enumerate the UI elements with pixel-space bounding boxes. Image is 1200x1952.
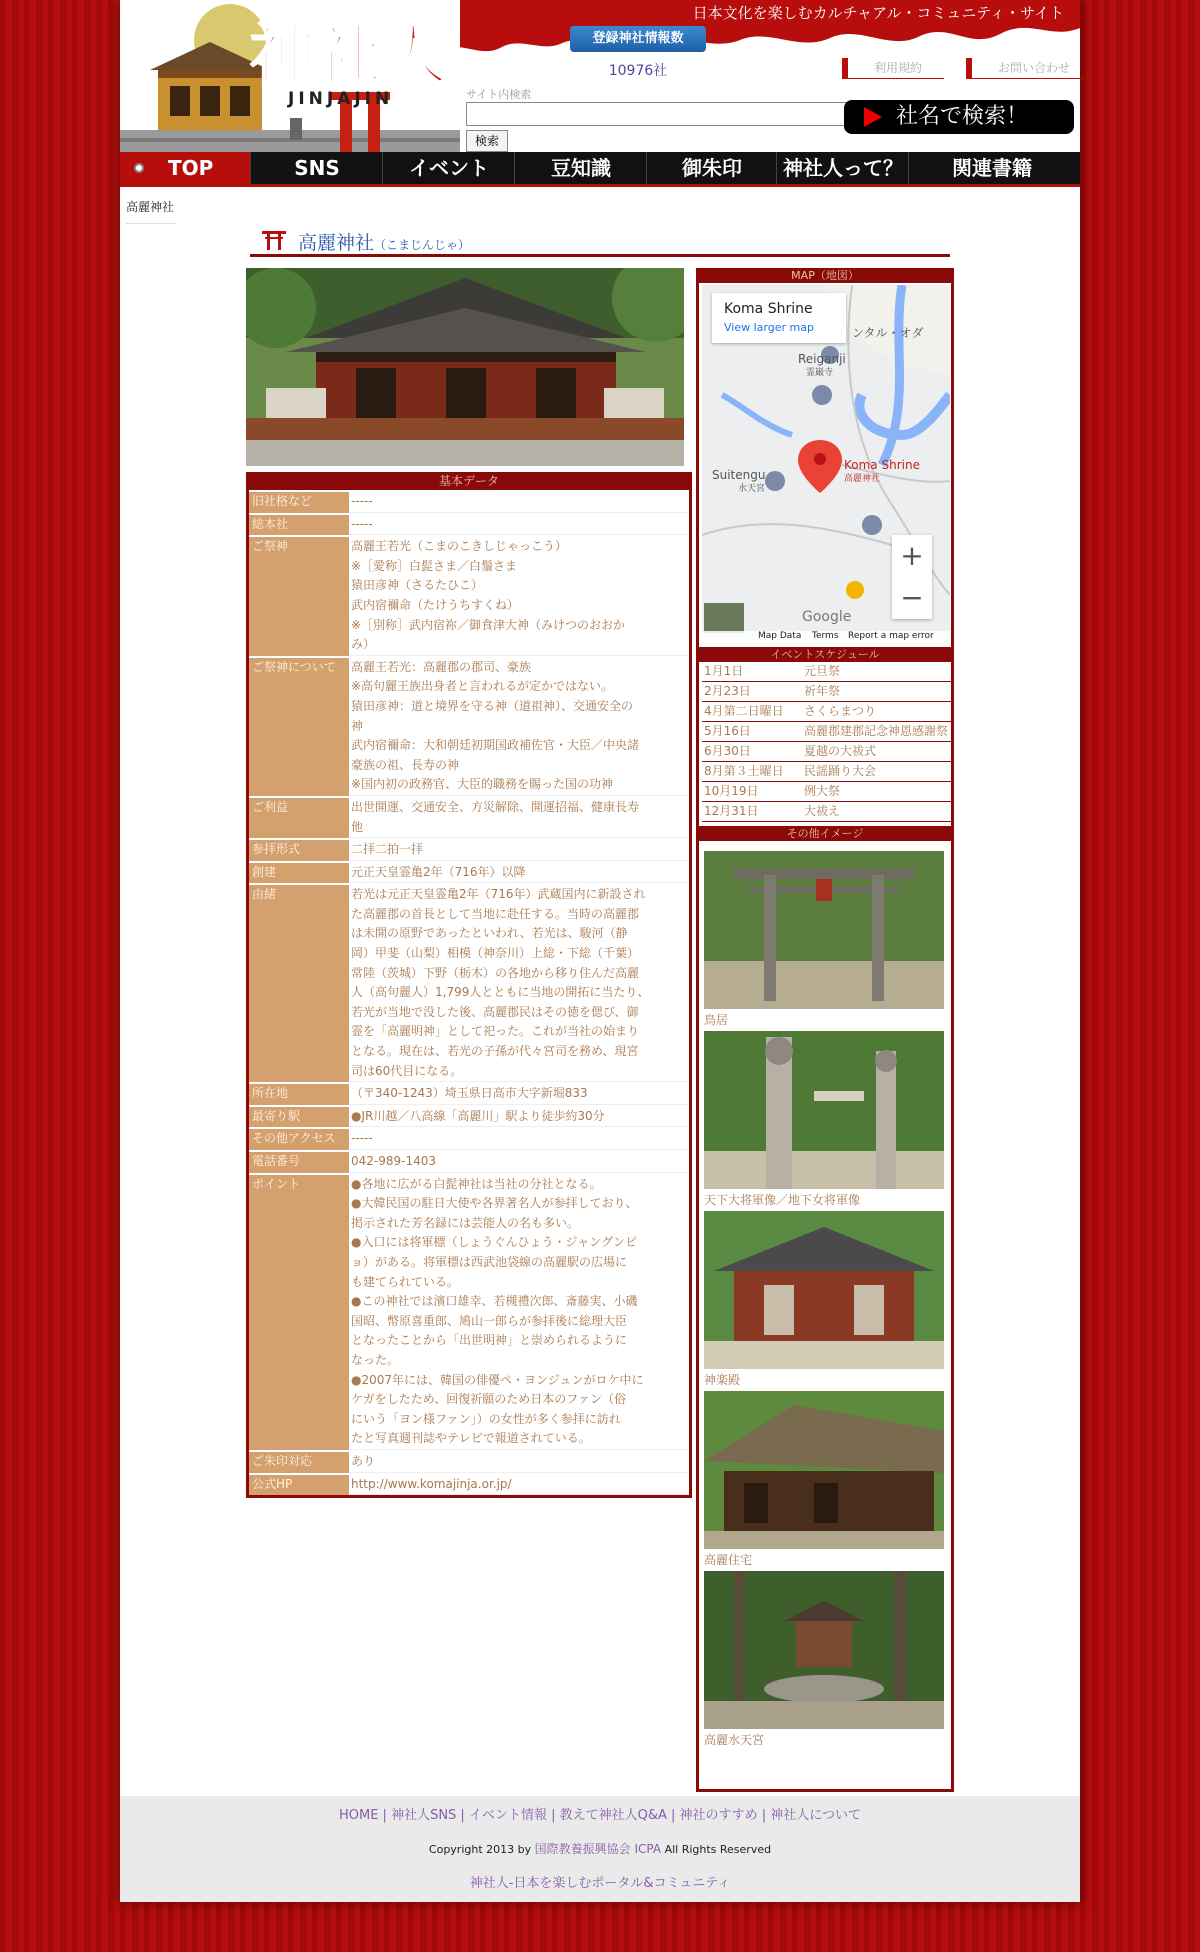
data-row-value <box>349 1129 689 1150</box>
data-row-value <box>349 537 689 656</box>
svg-text:霊巌寺: 霊巌寺 <box>806 368 834 378</box>
data-line: 人（高句麗人）1,799人とともに当地の開拓に当たり、 <box>351 985 650 1000</box>
svg-text:Suitengu: Suitengu <box>712 468 766 482</box>
schedule-date: 8月第３土曜日 <box>704 764 784 778</box>
data-row-value[interactable] <box>349 1475 689 1496</box>
data-line: ※［別称］武内宿祢／御食津大神（みけつのおおか <box>351 617 626 632</box>
data-line: ケガをしたため、回復祈願のため日本のファン（俗 <box>351 1392 627 1407</box>
page-title: 高麗神社（こまじんじゃ） <box>298 232 471 254</box>
breadcrumb[interactable]: 高麗神社 <box>126 198 176 224</box>
schedule-row <box>702 782 952 802</box>
data-row <box>249 1450 689 1473</box>
map-info-card <box>712 293 846 343</box>
data-row <box>249 1127 689 1150</box>
data-row <box>249 1473 689 1496</box>
data-line: 若光が当地で没した後、高麗郡民はその徳を偲び、御 <box>351 1004 639 1019</box>
kagura-hall-photo <box>704 1211 944 1369</box>
schedule-row <box>702 682 952 702</box>
data-row-key: 電話番号 <box>249 1152 349 1173</box>
main-nav <box>120 152 1080 187</box>
data-line: ●大韓民国の駐日大使や各界著名人が参拝しており、 <box>351 1196 638 1211</box>
data-line: 司は60代目になる。 <box>351 1063 463 1078</box>
schedule-row <box>702 742 952 762</box>
gallery-caption: 高麗水天宮 <box>704 1733 765 1747</box>
footer-tagline: 神社人-日本を楽しむポータル&コミュニティ <box>469 1876 731 1891</box>
data-row-value <box>349 840 689 861</box>
data-line: 猿田彦神（さるたひこ） <box>351 578 484 593</box>
data-line: となる。現在は、若光の子孫が代々宮司を務め、現宮 <box>351 1044 639 1059</box>
schedule-date: 4月第二日曜日 <box>704 704 784 718</box>
nav-item-about[interactable]: 神社人って？ <box>783 156 903 180</box>
map-zoom-control <box>892 535 932 619</box>
data-line: 高麗王若光（こまのこきしじゃっこう） <box>351 539 568 554</box>
gallery-item[interactable] <box>702 1571 952 1751</box>
data-row-value <box>349 1452 689 1473</box>
data-line: となったことから「出世明神」と崇められるように <box>351 1333 628 1348</box>
registered-count: 10976社 <box>608 63 668 79</box>
contact-link[interactable]: お問い合わせ <box>966 58 1084 79</box>
gallery-caption: 天下大将軍像／地下女将軍像 <box>704 1193 861 1207</box>
zoom-in-button[interactable]: + <box>900 539 924 572</box>
torii-photo <box>704 851 944 1009</box>
sidebar <box>696 268 954 1792</box>
schedule-row <box>702 702 952 722</box>
schedule-row <box>702 802 952 822</box>
site-header <box>120 0 1080 152</box>
svg-text:ンタル・オダ: ンタル・オダ <box>852 326 924 340</box>
data-line: なった。 <box>351 1352 400 1367</box>
old-house-photo <box>704 1391 944 1549</box>
map-place-name: Koma Shrine <box>724 301 813 317</box>
gallery-caption: 高麗住宅 <box>704 1553 753 1567</box>
logo-romaji: JINJAJIN <box>288 89 394 109</box>
data-row-key: ご朱印対応 <box>249 1452 349 1473</box>
data-row <box>249 796 689 838</box>
data-line: は未開の原野であったといわれ、若光は、駿河（静 <box>351 926 628 941</box>
schedule-date: 1月1日 <box>704 664 744 678</box>
data-row-value <box>349 1107 689 1128</box>
radio-dot-icon <box>134 163 144 173</box>
data-line: 猿田彦神：道と境界を守る神（道祖神）、交通安全の <box>351 698 634 713</box>
data-row-value <box>349 515 689 536</box>
data-row-value <box>349 798 689 838</box>
nav-item-top[interactable]: TOP <box>120 152 250 184</box>
registered-count-label: 登録神社情報数 <box>570 26 706 52</box>
data-line: ----- <box>351 516 373 531</box>
basic-data-heading: 基本データ <box>249 472 689 490</box>
map-terms-link[interactable]: Terms <box>812 631 839 641</box>
data-row <box>249 490 689 513</box>
schedule-date: 12月31日 <box>704 804 759 818</box>
google-map[interactable] <box>702 285 950 645</box>
data-line: ●この神社では濱口雄幸、若槻禮次郎、斎藤実、小磯 <box>351 1294 638 1309</box>
svg-text:高麗神社: 高麗神社 <box>844 474 881 484</box>
site-footer <box>120 1796 1080 1902</box>
gallery-item[interactable] <box>702 1391 952 1571</box>
nav-item-sns[interactable]: SNS <box>294 156 340 180</box>
footer-links[interactable]: HOME | 神社人SNS | イベント情報 | 教えて神社人Q&A | 神社のすすめ | 神社人について <box>338 1808 862 1823</box>
data-line: （〒340-1243）埼玉県日高市大字新堀833 <box>351 1086 588 1101</box>
data-row <box>249 1150 689 1173</box>
shrine-search-label: 社名で検索！ <box>896 104 1029 129</box>
map-heading: MAP（地図） <box>699 268 951 283</box>
data-row-key: その他アクセス <box>249 1129 349 1150</box>
data-row-key: 最寄り駅 <box>249 1107 349 1128</box>
schedule-row <box>702 762 952 782</box>
view-larger-map-link[interactable]: View larger map <box>724 321 814 334</box>
logo-kanji: 神社人 <box>250 16 448 94</box>
data-line: たと写真週刊誌やテレビで報道されている。 <box>351 1431 591 1446</box>
data-line: 高麗王若光：高麗郡の郡司、豪族 <box>351 659 532 674</box>
data-row-value <box>349 1152 689 1173</box>
schedule-event: 元旦祭 <box>804 664 841 678</box>
data-row <box>249 838 689 861</box>
map-footer <box>702 631 950 645</box>
site-search-input[interactable] <box>466 102 852 126</box>
data-row-key: 所在地 <box>249 1084 349 1105</box>
data-line: ョ）がある。将軍標は西武池袋線の高麗駅の広場に <box>351 1254 628 1269</box>
data-row-key: 創建 <box>249 863 349 884</box>
data-line: ※高句麗王族出身者と言われるが定かではない。 <box>351 679 614 694</box>
gallery-item[interactable] <box>702 1031 952 1211</box>
page-container <box>120 0 1080 1902</box>
data-line: ----- <box>351 494 373 508</box>
schedule-date: 10月19日 <box>704 784 759 798</box>
basic-data-table <box>246 472 692 1498</box>
data-row-key: ポイント <box>249 1175 349 1450</box>
data-line: も建てられている。 <box>351 1274 460 1289</box>
data-row-key: 参拝形式 <box>249 840 349 861</box>
nav-item-books[interactable]: 関連書籍 <box>952 156 1032 180</box>
data-line: 武内宿禰命（たけうちすくね） <box>351 597 520 612</box>
schedule-date: 5月16日 <box>704 724 751 738</box>
totem-photo <box>704 1031 944 1189</box>
map-data-link[interactable]: Map Data <box>758 631 802 641</box>
data-row-key: ご祭神について <box>249 658 349 796</box>
svg-text:水天宮: 水天宮 <box>738 484 766 494</box>
schedule-row <box>702 662 952 682</box>
data-line: み） <box>351 637 376 652</box>
data-row-value <box>349 492 689 513</box>
data-line: 武内宿禰命：大和朝廷初期国政補佐官・大臣／中央諸 <box>351 738 640 753</box>
suitengu-photo <box>704 1571 944 1729</box>
data-row <box>249 656 689 796</box>
data-line: 他 <box>351 819 364 834</box>
org-link[interactable]: 国際教養振興協会 ICPA <box>534 1842 662 1856</box>
schedule-date: 2月23日 <box>704 684 751 698</box>
copyright: Copyright 2013 by 国際教養振興協会 ICPA All Rights Reserved <box>428 1842 772 1856</box>
data-line: 元正天皇霊亀2年（716年）以降 <box>351 864 526 879</box>
schedule-event: 高麗郡建郡記念神恩感謝祭 <box>804 724 949 738</box>
schedule-event: 夏越の大祓式 <box>804 744 877 758</box>
data-row <box>249 861 689 884</box>
data-line: 霊を「高麗明神」として祀った。これが当社の始まり <box>351 1024 640 1039</box>
nav-item-event[interactable]: イベント <box>409 156 489 180</box>
schedule-row <box>702 722 952 742</box>
schedule-event: 例大祭 <box>804 784 841 798</box>
shrine-title-bar <box>250 224 950 257</box>
gallery-item[interactable] <box>702 1211 952 1391</box>
data-line: ●JR川越／八高線「高麗川」駅より徒歩約30分 <box>351 1108 605 1123</box>
gallery-heading: その他イメージ <box>699 826 951 841</box>
shrine-name-search-button[interactable] <box>844 100 1074 134</box>
data-line: 常陸（茨城）下野（栃木）の各地から移り住んだ高麗 <box>351 965 640 980</box>
play-arrow-icon <box>864 107 882 127</box>
data-row <box>249 1105 689 1128</box>
map-report-error-link[interactable]: Report a map error <box>848 631 934 641</box>
zoom-out-button[interactable]: − <box>900 581 924 614</box>
data-row-key: 総本社 <box>249 515 349 536</box>
data-line: 国昭、幣原喜重郎、鳩山一郎らが参拝後に総理大臣 <box>351 1313 628 1328</box>
site-logo[interactable] <box>120 0 460 152</box>
data-line: ●2007年には、韓国の俳優ペ・ヨンジュンがロケ中に <box>351 1372 644 1387</box>
schedule-event: 民謡踊り大会 <box>804 764 877 778</box>
data-line: にいう「ヨン様ファン」）の女性が多く参拝に訪れ <box>351 1411 621 1426</box>
terms-link[interactable]: 利用規約 <box>842 58 944 79</box>
data-line: た高麗郡の首長として当地に赴任する。当時の高麗郡 <box>351 906 640 921</box>
data-line: 掲示された芳名録には芸能人の名も多い。 <box>351 1215 580 1230</box>
data-row-key: ご祭神 <box>249 537 349 656</box>
data-line: あり <box>351 1453 376 1468</box>
schedule-heading: イベントスケジュール <box>699 647 951 662</box>
gallery-caption: 神楽殿 <box>704 1373 741 1387</box>
gallery-caption: 鳥居 <box>704 1013 729 1027</box>
data-line: 出世開運、交通安全、方災解除、開運招福、健康長寿 <box>351 799 640 814</box>
data-row <box>249 883 689 1082</box>
schedule-event: さくらまつり <box>804 704 877 718</box>
data-row-value <box>349 658 689 796</box>
data-row-key: 由緒 <box>249 885 349 1082</box>
torii-icon <box>262 230 286 250</box>
schedule-event: 祈年祭 <box>804 684 841 698</box>
data-line: ----- <box>351 1131 373 1146</box>
data-row <box>249 513 689 536</box>
nav-item-goshuin[interactable]: 御朱印 <box>682 156 742 180</box>
data-row-key: ご利益 <box>249 798 349 838</box>
event-schedule <box>702 662 952 822</box>
data-line: ※国内初の政務官、大臣的職務を賜った国の功神 <box>351 777 614 792</box>
gallery-item[interactable] <box>702 851 952 1031</box>
data-line: ※［愛称］白髭さま／白鬚さま <box>351 558 518 573</box>
image-gallery <box>702 851 952 1751</box>
data-line: 042-989-1403 <box>351 1154 437 1168</box>
data-row-value <box>349 1084 689 1105</box>
schedule-event: 大祓え <box>804 804 841 818</box>
data-line: ●各地に広がる白髭神社は当社の分社となる。 <box>351 1176 602 1191</box>
data-line: 神 <box>351 718 364 733</box>
data-row <box>249 1082 689 1105</box>
google-logo: Google <box>802 609 852 625</box>
data-row <box>249 535 689 656</box>
search-label: サイト内検索 <box>466 88 532 101</box>
nav-item-trivia[interactable]: 豆知識 <box>551 156 611 180</box>
data-line: ●入口には将軍標（しょうぐんひょう・ジャングンピ <box>351 1235 637 1250</box>
site-tagline: 日本文化を楽しむカルチャアル・コミュニティ・サイト <box>692 4 1064 22</box>
data-row <box>249 1173 689 1450</box>
site-search-button[interactable]: 検索 <box>466 130 508 152</box>
data-row-key: 公式HP <box>249 1475 349 1496</box>
data-line: http://www.komajinja.or.jp/ <box>351 1476 512 1491</box>
data-row-value <box>349 885 689 1082</box>
data-line: 豪族の祖、長寿の神 <box>351 757 460 772</box>
svg-text:Reiganji: Reiganji <box>798 352 846 366</box>
svg-text:Koma Shrine: Koma Shrine <box>844 458 920 472</box>
schedule-date: 6月30日 <box>704 744 751 758</box>
data-row-value <box>349 863 689 884</box>
data-line: 岡）甲斐（山梨）相模（神奈川）上総・下総（千葉） <box>351 946 640 961</box>
data-line: 若光は元正天皇霊亀2年（716年）武蔵国内に新設され <box>351 887 646 902</box>
data-row-key: 旧社格など <box>249 492 349 513</box>
data-row-value <box>349 1175 689 1450</box>
data-line: 二拝二拍一拝 <box>351 842 424 857</box>
shrine-main-photo <box>246 268 684 466</box>
